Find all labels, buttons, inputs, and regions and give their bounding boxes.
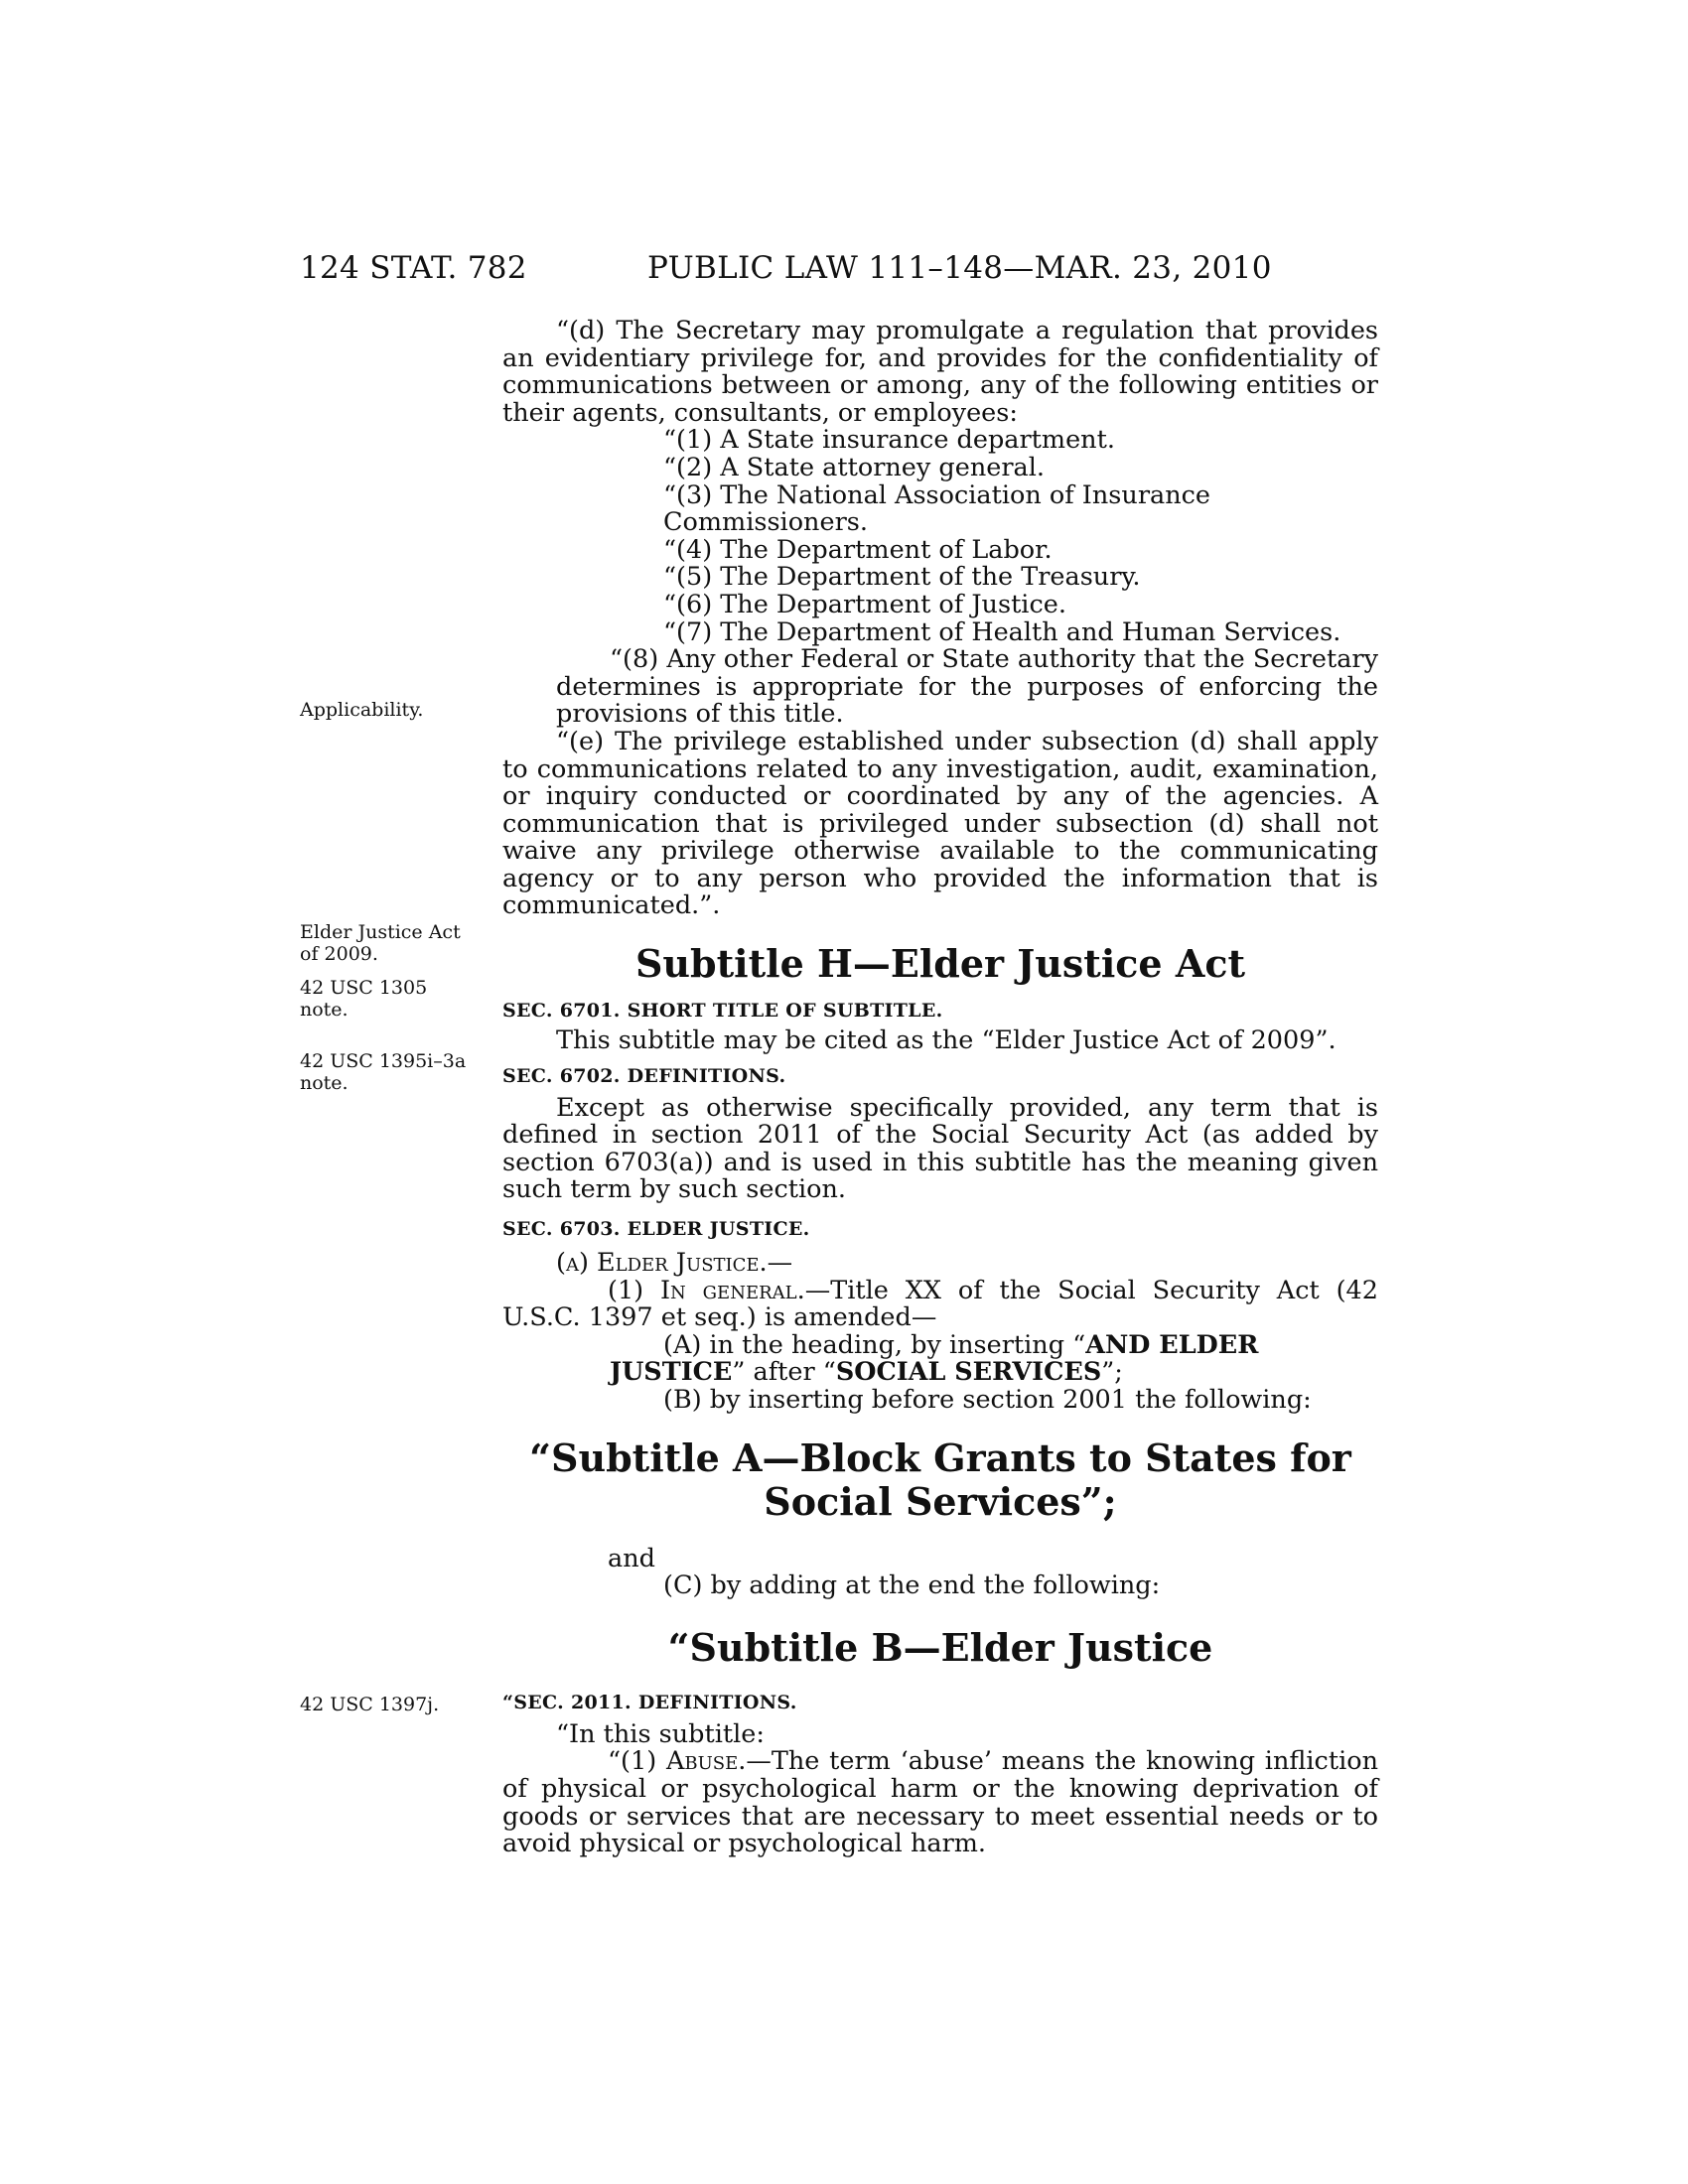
list-item: “(4) The Department of Labor. [663, 534, 1053, 565]
paragraph-a1B: (B) by inserting before section 2001 the following: [663, 1385, 1312, 1415]
subtitle-a-line: Social Services”; [764, 1478, 1117, 1524]
margin-note-line: of 2009. [300, 943, 378, 965]
section-6702-heading: SEC. 6702. DEFINITIONS. [502, 1064, 786, 1087]
text-run-bold: SOCIAL SERVICES [835, 1357, 1102, 1388]
and-connector: and [608, 1543, 655, 1573]
in-this-subtitle: “In this subtitle: [556, 1718, 765, 1749]
margin-note-elder-justice-act [300, 921, 479, 965]
margin-note-applicability: Applicability. [300, 699, 424, 721]
list-item: “(3) The National Association of Insurance Commissioners. [663, 479, 1211, 538]
margin-note-usc-1305 [300, 977, 479, 1021]
margin-note-line: 42 USC 1305 [300, 977, 428, 999]
section-6702-text: Except as otherwise specifically provided, any term that is defined in section 2011 of the Social Security Act (as added by section 6703(a)) and is used in this subtitle has the meaning given such term by such section. [502, 1092, 1378, 1205]
subsection-a-label: (a) Elder Justice.— [556, 1248, 793, 1279]
list-item: “(2) A State attorney general. [663, 452, 1045, 482]
main-text-column [502, 318, 1378, 1858]
list-item: “(5) The Department of the Treasury. [663, 562, 1141, 593]
margin-note-line: 42 USC 1395i–3a [300, 1050, 467, 1072]
paragraph-a1-text: —Title XX of the Social Security Act (42 U.S.C. 1397 et seq.) is amended— [502, 1275, 1378, 1333]
subtitle-b-heading: “Subtitle B—Elder Justice [667, 1624, 1213, 1670]
section-6701-text: This subtitle may be cited as the “Elder Justice Act of 2009”. [556, 1025, 1336, 1056]
definition-abuse [502, 1748, 1378, 1857]
list-item: “(6) The Department of Justice. [663, 589, 1066, 619]
margin-note-line: note. [300, 1072, 349, 1094]
list-item: “(1) A State insurance department. [663, 425, 1115, 456]
margin-note-usc-1397j: 42 USC 1397j. [300, 1694, 440, 1715]
text-run: ” after “ [732, 1357, 836, 1388]
subtitle-a-line: “Subtitle A—Block Grants to States for [529, 1434, 1351, 1480]
margin-note-usc-1395 [300, 1050, 479, 1094]
margin-note-line: note. [300, 999, 349, 1021]
text-run-bold: AND ELDER JUSTICE [610, 1329, 1259, 1388]
stat-page-number: 124 STAT. 782 [300, 250, 527, 286]
paragraph-e: “(e) The privilege established under subsection (d) shall apply to communications related to any investigation, audit, examination, or inquiry conducted or coordinated by any of the agencies. A communication that is privileged under subsection (d) shall not waive any privilege otherwise available to the communicating agency or to any person who provided the information that is communicated.”. [502, 726, 1378, 921]
section-2011-heading: “SEC. 2011. DEFINITIONS. [502, 1691, 797, 1713]
paragraph-d: “(d) The Secretary may promulgate a regulation that provides an evidentiary privilege for, and provides for the confidentiality of communications between or among, any of the following entities or their agents, consultants, or employees: [502, 316, 1378, 428]
subtitle-a-heading [502, 1436, 1378, 1524]
definition-abuse-text: —The term ‘abuse’ means the knowing infliction of physical or psychological harm or the knowing deprivation of goods or services that are necessary to meet essential needs or to avoid physical or psychological harm. [502, 1746, 1379, 1859]
subtitle-h-heading: Subtitle H—Elder Justice Act [634, 941, 1246, 987]
paragraph-a1-label: (1) In general. [608, 1275, 805, 1305]
section-6703-heading: SEC. 6703. ELDER JUSTICE. [502, 1218, 810, 1241]
text-run: ”; [1101, 1357, 1123, 1388]
text-run: (A) in the heading, by inserting “ [663, 1329, 1086, 1360]
section-6701-heading: SEC. 6701. SHORT TITLE OF SUBTITLE. [502, 1000, 943, 1023]
running-head: PUBLIC LAW 111–148—MAR. 23, 2010 [647, 250, 1272, 286]
list-item: “(7) The Department of Health and Human Services. [663, 616, 1341, 647]
paragraph-a1 [502, 1275, 1378, 1333]
margin-note-line: Elder Justice Act [300, 921, 461, 943]
paragraph-a1A [610, 1329, 1378, 1388]
list-item: “(8) Any other Federal or State authority that the Secretary determines is appropriate for the purposes of enforcing the provisions of this title. [556, 644, 1378, 730]
paragraph-a1C: (C) by adding at the end the following: [663, 1570, 1161, 1601]
definition-abuse-label: “(1) Abuse. [608, 1746, 747, 1777]
